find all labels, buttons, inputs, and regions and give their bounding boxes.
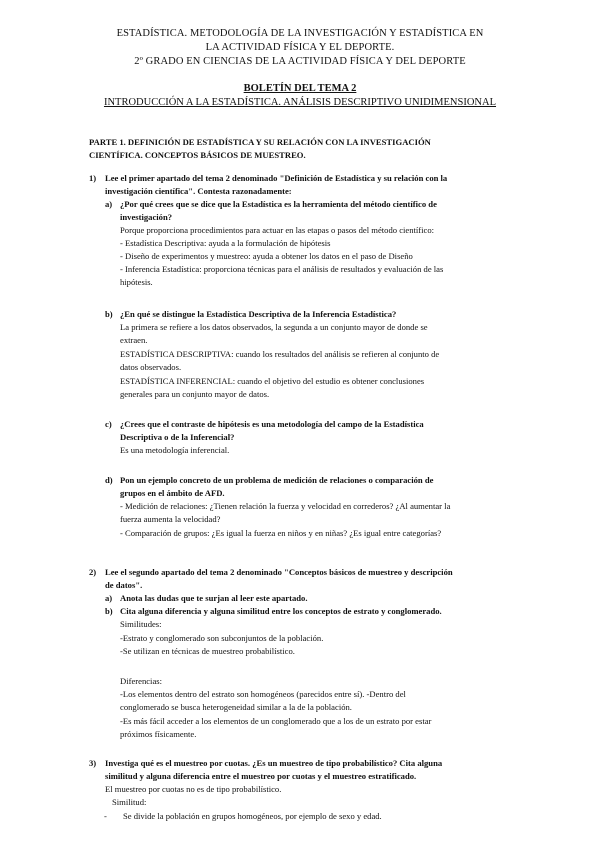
- q1d-question-line-1: Pon un ejemplo concreto de un problema de medición de relaciones o comparación de: [120, 475, 434, 485]
- q1a-answer-line-5: hipótesis.: [120, 277, 153, 287]
- q1b-question: ¿En qué se distingue la Estadística Descriptiva de la Inferencia Estadística?: [120, 309, 397, 319]
- header-line-1: ESTADÍSTICA. METODOLOGÍA DE LA INVESTIGACIÓN Y ESTADÍSTICA EN: [116, 28, 484, 39]
- q2b-differences-heading: Diferencias:: [120, 676, 162, 686]
- q2b-label: b): [105, 606, 113, 616]
- q2b-similarity-1: -Estrato y conglomerado son subconjuntos de la población.: [120, 633, 324, 643]
- q1a-answer-line-1: Porque proporciona procedimientos para actuar en las etapas o pasos del método científico:: [120, 225, 435, 235]
- q1b-answer-line-3: ESTADÍSTICA DESCRIPTIVA: cuando los resultados del análisis se refieren al conjunto de: [120, 349, 440, 359]
- bulletin-subtitle: INTRODUCCIÓN A LA ESTADÍSTICA. ANÁLISIS DESCRIPTIVO UNIDIMENSIONAL: [103, 97, 497, 108]
- question-3-line-1: Investiga qué es el muestreo por cuotas. ¿Es un muestreo de tipo probabilístico? Cita alguna: [105, 758, 443, 768]
- q2b-difference-line-2: conglomerado se busca heterogeneidad similar a la de la población.: [120, 702, 352, 712]
- q1b-label: b): [105, 309, 113, 319]
- q3-similarity-item: Se divide la población en grupos homogéneos, por ejemplo de sexo y edad.: [123, 811, 382, 821]
- q1d-answer-line-1: - Medición de relaciones: ¿Tienen relación la fuerza y velocidad en correderos? ¿Al aumentar la: [120, 501, 451, 511]
- q2b-similarities-heading: Similitudes:: [120, 619, 162, 629]
- header-line-3: 2º GRADO EN CIENCIAS DE LA ACTIVIDAD FÍSICA Y DEL DEPORTE: [134, 56, 466, 67]
- q2b-question: Cita alguna diferencia y alguna similitud entre los conceptos de estrato y conglomerado.: [120, 606, 442, 616]
- q1a-label: a): [105, 199, 113, 209]
- q1a-answer-line-2: - Estadística Descriptiva: ayuda a la formulación de hipótesis: [120, 238, 331, 248]
- q3-answer-line-1: El muestreo por cuotas no es de tipo probabilístico.: [105, 784, 282, 794]
- q1b-answer-line-2: extraen.: [120, 335, 148, 345]
- question-2-line-1: Lee el segundo apartado del tema 2 denominado "Conceptos básicos de muestreo y descripción: [105, 567, 453, 577]
- q1a-question-line-2: investigación?: [120, 212, 173, 222]
- part1-title-line-1: PARTE 1. DEFINICIÓN DE ESTADÍSTICA Y SU RELACIÓN CON LA INVESTIGACIÓN: [89, 137, 431, 147]
- q2b-difference-line-3: -Es más fácil acceder a los elementos de un conglomerado que a los de un estrato por estar: [120, 716, 432, 726]
- header-line-2: LA ACTIVIDAD FÍSICA Y EL DEPORTE.: [205, 42, 395, 53]
- q1c-question-line-1: ¿Crees que el contraste de hipótesis es una metodología del campo de la Estadística: [120, 419, 424, 429]
- q2b-similarity-2: -Se utilizan en técnicas de muestreo probabilístico.: [120, 646, 295, 656]
- q1b-answer-line-5: ESTADÍSTICA INFERENCIAL: cuando el objetivo del estudio es obtener conclusiones: [120, 376, 425, 386]
- q1d-answer-line-3: - Comparación de grupos: ¿Es igual la fuerza en niños y en niñas? ¿Es igual entre categorías?: [120, 528, 442, 538]
- q1c-label: c): [105, 419, 112, 429]
- q2a-question: Anota las dudas que te surjan al leer este apartado.: [120, 593, 308, 603]
- q1a-answer-line-3: - Diseño de experimentos y muestreo: ayuda a obtener los datos en el paso de Diseño: [120, 251, 413, 261]
- question-3-line-2: similitud y alguna diferencia entre el muestreo por cuotas y el muestreo estratificado.: [105, 771, 417, 781]
- q1b-answer-line-6: generales para un conjunto mayor de datos.: [120, 389, 270, 399]
- question-1-line-1: Lee el primer apartado del tema 2 denominado "Definición de Estadística y su relación con la: [105, 173, 448, 183]
- question-2-line-2: de datos".: [105, 580, 143, 590]
- question-3-number: 3): [89, 758, 97, 768]
- bulletin-title: BOLETÍN DEL TEMA 2: [243, 83, 357, 94]
- question-1-number: 1): [89, 173, 97, 183]
- q1a-answer-line-4: - Inferencia Estadística: proporciona técnicas para el análisis de resultados y evaluación de las: [120, 264, 444, 274]
- course-header: [60, 27, 540, 55]
- q1a-question-line-1: ¿Por qué crees que se dice que la Estadística es la herramienta del método científico de: [120, 199, 437, 209]
- q3-similarity-heading: Similitud:: [112, 797, 147, 807]
- question-1-line-2: investigación científica". Contesta razonadamente:: [105, 186, 292, 196]
- q2b-difference-line-4: próximos físicamente.: [120, 729, 197, 739]
- q1b-answer-line-1: La primera se refiere a los datos observados, la segunda a un conjunto mayor de donde se: [120, 322, 428, 332]
- q3-bullet-dash: -: [104, 811, 107, 821]
- q1d-question-line-2: grupos en el ámbito de AFD.: [120, 488, 225, 498]
- q1d-label: d): [105, 475, 113, 485]
- q2b-difference-line-1: -Los elementos dentro del estrato son homogéneos (parecidos entre sí). -Dentro del: [120, 689, 406, 699]
- q2a-label: a): [105, 593, 113, 603]
- question-2-number: 2): [89, 567, 97, 577]
- q1b-answer-line-4: datos observados.: [120, 362, 182, 372]
- q1d-answer-line-2: fuerza aumenta la velocidad?: [120, 514, 221, 524]
- part1-title-line-2: CIENTÍFICA. CONCEPTOS BÁSICOS DE MUESTREO.: [89, 150, 306, 160]
- q1c-answer: Es una metodología inferencial.: [120, 445, 230, 455]
- q1c-question-line-2: Descriptiva o de la Inferencial?: [120, 432, 235, 442]
